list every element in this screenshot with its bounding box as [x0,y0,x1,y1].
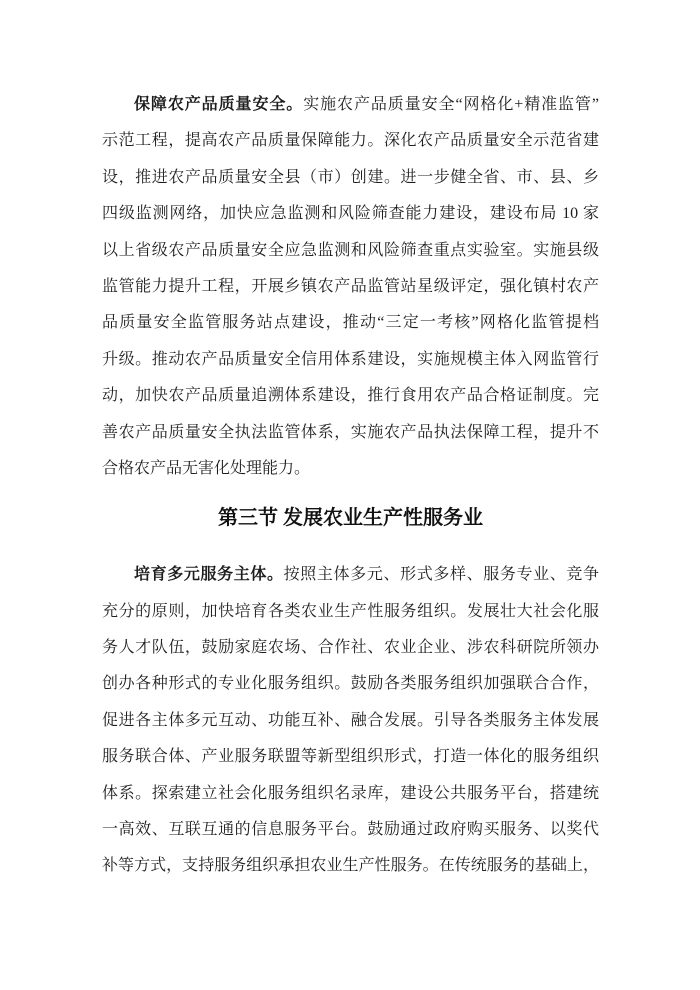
text-line: 促进各主体多元互动、功能互补、融合发展。引导各类服务主体发展 [102,711,599,729]
text-line-segment: 实施农产品质量安全“网格化+精准监管” [303,96,599,113]
text-line-segment: 按照主体多元、形式多样、服务专业、竞争 [283,566,599,584]
text-line: 体系。探索建立社会化服务组织名录库，建设公共服务平台，搭建统 [102,784,599,802]
paragraph-lead-phrase: 保障农产品质量安全。 [134,96,304,113]
section-heading: 第三节 发展农业生产性服务业 [218,507,483,530]
text-line: 创办各种形式的专业化服务组织。鼓励各类服务组织加强联合合作， [102,675,599,693]
text-line: 设，推进农产品质量安全县（市）创建。进一步健全省、市、县、乡 [102,168,599,186]
document-text-column [102,87,599,885]
text-line: 一高效、互联互通的信息服务平台。鼓励通过政府购买服务、以奖代 [102,821,599,839]
text-line: 四级监测网络，加快应急监测和风险筛查能力建设，建设布局 10 家 [102,205,599,223]
text-line: 补等方式，支持服务组织承担农业生产性服务。在传统服务的基础上， [102,857,599,875]
text-line: 动，加快农产品质量追溯体系建设，推行食用农产品合格证制度。完 [102,387,599,405]
text-line: 品质量安全监管服务站点建设，推动“三定一考核”网格化监管提档 [102,314,599,332]
text-line: 以上省级农产品质量安全应急监测和风险筛查重点实验室。实施县级 [102,241,599,259]
text-line: 服务联合体、产业服务联盟等新型组织形式，打造一体化的服务组织 [102,748,599,766]
text-line: 升级。推动农产品质量安全信用体系建设，实施规模主体入网监管行 [102,350,599,368]
paragraph-lead-phrase: 培育多元服务主体。 [134,566,284,584]
text-line: 示范工程，提高农产品质量保障能力。深化农产品质量安全示范省建 [102,132,599,150]
text-line: 合格农产品无害化处理能力。 [102,459,311,477]
text-line: 善农产品质量安全执法监管体系，实施农产品执法保障工程，提升不 [102,423,599,441]
text-line: 务人才队伍，鼓励家庭农场、合作社、农业企业、涉农科研院所领办 [102,639,599,657]
text-line: 监管能力提升工程，开展乡镇农产品监管站星级评定，强化镇村农产 [102,277,599,295]
text-line: 充分的原则，加快培育各类农业生产性服务组织。发展壮大社会化服 [102,602,599,620]
text-line [102,557,599,593]
paragraph-service-providers [102,557,599,885]
paragraph-quality-safety [102,87,599,487]
text-line [102,87,599,123]
